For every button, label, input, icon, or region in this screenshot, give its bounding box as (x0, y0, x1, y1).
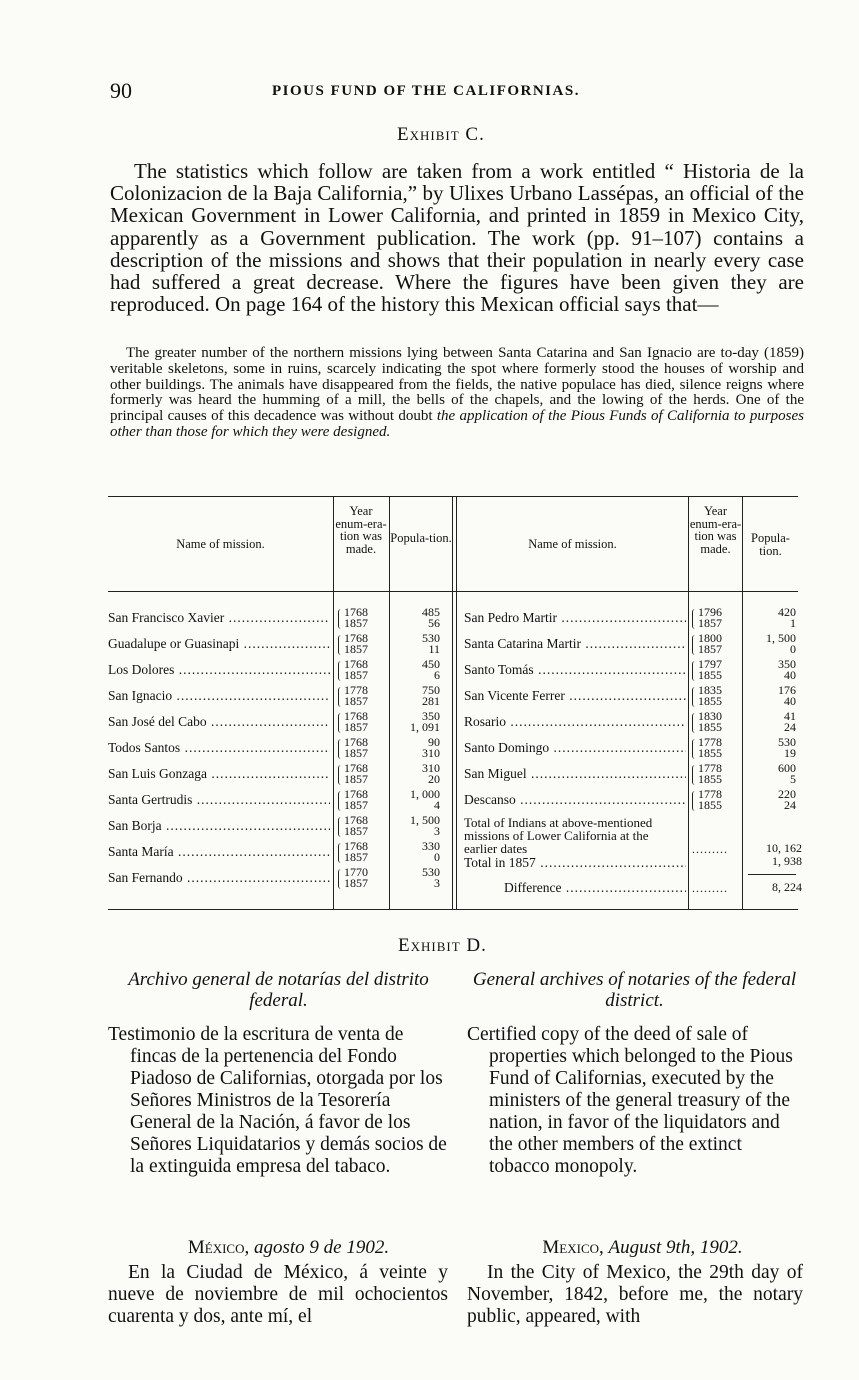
enumeration-year: 1797 (698, 657, 722, 671)
exhibit-c-quote (110, 346, 804, 441)
population-value: 310 (422, 746, 440, 760)
enumeration-year: 1857 (344, 876, 368, 890)
enumeration-year: 1857 (344, 642, 368, 656)
enumeration-year: 1857 (344, 772, 368, 786)
mission-name: San Luis Gonzaga ..... (108, 766, 330, 782)
total-indians-dots: ......... (692, 842, 728, 856)
population-value: 24 (784, 798, 796, 812)
left-date: agosto 9 de 1902. (254, 1237, 390, 1258)
population-value: 420 (778, 605, 796, 619)
left-date-place: México, (187, 1237, 250, 1258)
population-value: 220 (778, 787, 796, 801)
enumeration-year: 1778 (698, 787, 722, 801)
difference-value: 8, 224 (772, 880, 802, 894)
enumeration-year: 1857 (344, 720, 368, 734)
population-value: 3 (434, 876, 440, 890)
enumeration-year: 1768 (344, 761, 368, 775)
header-rule (108, 591, 798, 592)
population-value: 24 (784, 720, 796, 734)
total-1857-value: 1, 938 (772, 854, 802, 868)
enumeration-year: 1768 (344, 839, 368, 853)
population-value: 20 (428, 772, 440, 786)
quote-main: The greater number of the northern missions lying between Santa Catarina and San Ignacio are to-day (1859) veritable skeletons, some in ruins, scarcely indicating the spot where formerly stood the houses of worship and other buildings. The animals have disappeared from the fields, the native populace has died, silence reigns where formerly was heard the humming of a mill, the bells of the chapels, and the lowing of the herds. One of the principal causes of this decadence was without doubt (110, 345, 804, 425)
enumeration-year: 1770 (344, 865, 368, 879)
population-value: 176 (778, 683, 796, 697)
population-value: 6 (434, 668, 440, 682)
left-column-title: Archivo general de notarías del distrito federal. (128, 969, 429, 1011)
running-title: PIOUS FUND OF THE CALIFORNIAS. (272, 83, 580, 99)
enumeration-year: 1857 (344, 616, 368, 630)
difference-dots: ......... (692, 881, 728, 895)
enumeration-year: 1857 (344, 668, 368, 682)
enumeration-year: 1855 (698, 798, 722, 812)
population-value: 330 (422, 839, 440, 853)
enumeration-year: 1857 (698, 616, 722, 630)
mission-name: San Miguel ..... (464, 766, 686, 782)
mission-name: Rosario ..... (464, 714, 686, 730)
population-value: 281 (422, 694, 440, 708)
difference-label: Difference ..... (504, 880, 686, 896)
table-top-rule (108, 496, 798, 497)
page-number: 90 (110, 78, 132, 103)
population-value: 485 (422, 605, 440, 619)
enumeration-year: 1857 (698, 642, 722, 656)
enumeration-year: 1855 (698, 720, 722, 734)
enumeration-year: 1857 (344, 798, 368, 812)
enumeration-year: 1768 (344, 709, 368, 723)
enumeration-year: 1768 (344, 735, 368, 749)
col-header-pop-right: Popula-tion. (751, 531, 790, 558)
population-value: 40 (784, 694, 796, 708)
mission-name: Santo Domingo ..... (464, 740, 686, 756)
population-value: 40 (784, 668, 796, 682)
population-value: 600 (778, 761, 796, 775)
enumeration-year: 1800 (698, 631, 722, 645)
population-value: 19 (784, 746, 796, 760)
mission-name: Santa María ..... (108, 844, 330, 860)
col-header-year-right: Year enum-era-tion was made. (689, 504, 742, 556)
mission-population-table (108, 496, 802, 912)
exhibit-c-heading: Exhibit C. (397, 124, 485, 145)
population-value: 530 (778, 735, 796, 749)
right-column-title: General archives of notaries of the federal district. (472, 969, 797, 1011)
population-value: 310 (422, 761, 440, 775)
mission-name: Descanso ..... (464, 792, 686, 808)
mission-name: San Vicente Ferrer ..... (464, 688, 686, 704)
table-bottom-rule (108, 909, 798, 910)
population-value: 5 (790, 772, 796, 786)
enumeration-year: 1768 (344, 813, 368, 827)
right-column-summary: Certified copy of the deed of sale of properties which belonged to the Pious Fund of Californias, executed by the ministers of the general treasury of the nation, in favor of the liquidators and the other members of the extinct tobacco monopoly. (467, 1024, 793, 1177)
enumeration-year: 1778 (698, 761, 722, 775)
enumeration-year: 1830 (698, 709, 722, 723)
population-value: 1, 500 (766, 631, 796, 645)
total-indians-label: Total of Indians at above-mentioned missions of Lower California at the earlier dates (464, 815, 653, 856)
col-header-pop-left: Popula-tion. (390, 531, 452, 545)
vrule (742, 496, 743, 909)
population-value: 1, 091 (410, 720, 440, 734)
population-value: 1, 000 (410, 787, 440, 801)
population-value: 0 (434, 850, 440, 864)
right-column-text: In the City of Mexico, the 29th day of November, 1842, before me, the notary public, appeared, with (467, 1262, 803, 1327)
enumeration-year: 1768 (344, 657, 368, 671)
mission-name: San José del Cabo ..... (108, 714, 330, 730)
enumeration-year: 1835 (698, 683, 722, 697)
population-value: 530 (422, 865, 440, 879)
enumeration-year: 1857 (344, 824, 368, 838)
population-value: 3 (434, 824, 440, 838)
total-1857-label: Total in 1857 ..... (464, 855, 686, 871)
quote-italic: the application of the Pious Funds of California to purposes other than those for which they were designed. (110, 408, 805, 440)
population-value: 0 (790, 642, 796, 656)
mission-name: Todos Santos ..... (108, 740, 330, 756)
population-value: 450 (422, 657, 440, 671)
mission-name: Los Dolores ..... (108, 662, 330, 678)
population-value: 350 (422, 709, 440, 723)
left-column-text: En la Ciudad de México, á veinte y nueve de noviembre de mil ochocientos cuarenta y dos, ante mí, el (108, 1262, 448, 1327)
page-header (110, 78, 810, 106)
mission-name: San Borja ..... (108, 818, 330, 834)
col-header-name-right: Name of mission. (528, 537, 617, 551)
population-value: 4 (434, 798, 440, 812)
mission-name: San Pedro Martir ..... (464, 610, 686, 626)
col-header-year-left: Year enum-era-tion was made. (335, 504, 387, 556)
mission-name: San Fernando ..... (108, 870, 330, 886)
enumeration-year: 1857 (344, 746, 368, 760)
mission-name: San Ignacio ..... (108, 688, 330, 704)
right-dateline (470, 1237, 815, 1259)
population-value: 1 (790, 616, 796, 630)
enumeration-year: 1768 (344, 605, 368, 619)
exhibit-d-heading: Exhibit D. (398, 935, 487, 956)
population-value: 750 (422, 683, 440, 697)
enumeration-year: 1855 (698, 772, 722, 786)
mission-name: Santa Catarina Martir ..... (464, 636, 686, 652)
population-value: 11 (428, 642, 440, 656)
total-indians-value: 10, 162 (766, 841, 802, 855)
mission-name: San Francisco Xavier ..... (108, 610, 330, 626)
vrule (333, 496, 334, 909)
right-date: August 9th, 1902. (608, 1237, 743, 1258)
enumeration-year: 1855 (698, 668, 722, 682)
enumeration-year: 1857 (344, 694, 368, 708)
population-value: 90 (428, 735, 440, 749)
enumeration-year: 1855 (698, 694, 722, 708)
mission-name: Guadalupe or Guasinapi ..... (108, 636, 330, 652)
mission-name: Santo Tomás ..... (464, 662, 686, 678)
left-column-summary: Testimonio de la escritura de venta de fincas de la pertenencia del Fondo Piadoso de Californias, otorgada por los Señores Ministros de la Tesorería General de la Nación, á favor de los Señores Liquidatarios y demás socios de la extinguida empresa del tabaco. (108, 1024, 447, 1177)
enumeration-year: 1796 (698, 605, 722, 619)
enumeration-year: 1855 (698, 746, 722, 760)
population-value: 56 (428, 616, 440, 630)
left-dateline (116, 1237, 461, 1259)
vrule (452, 496, 453, 909)
enumeration-year: 1768 (344, 787, 368, 801)
difference-rule (748, 874, 796, 875)
enumeration-year: 1778 (344, 683, 368, 697)
vrule (688, 496, 689, 909)
exhibit-c-intro: The statistics which follow are taken from a work entitled “ Historia de la Colonizacion de la Baja California,” by Ulixes Urbano Lassépas, an official of the Mexican Government in Lower California, and printed in 1859 in Mexico City, apparently as a Government publication. The work (pp. 91–107) contains a description of the missions and shows that their population in nearly every case had suffered a great decrease. Where the figures have been given they are reproduced. On page 164 of the history this Mexican official says that— (110, 159, 804, 317)
enumeration-year: 1768 (344, 631, 368, 645)
mission-name: Santa Gertrudis ..... (108, 792, 330, 808)
right-date-place: Mexico, (542, 1237, 604, 1258)
population-value: 41 (784, 709, 796, 723)
enumeration-year: 1778 (698, 735, 722, 749)
population-value: 1, 500 (410, 813, 440, 827)
vrule (456, 496, 457, 909)
population-value: 530 (422, 631, 440, 645)
enumeration-year: 1857 (344, 850, 368, 864)
population-value: 350 (778, 657, 796, 671)
col-header-name-left: Name of mission. (176, 537, 265, 551)
